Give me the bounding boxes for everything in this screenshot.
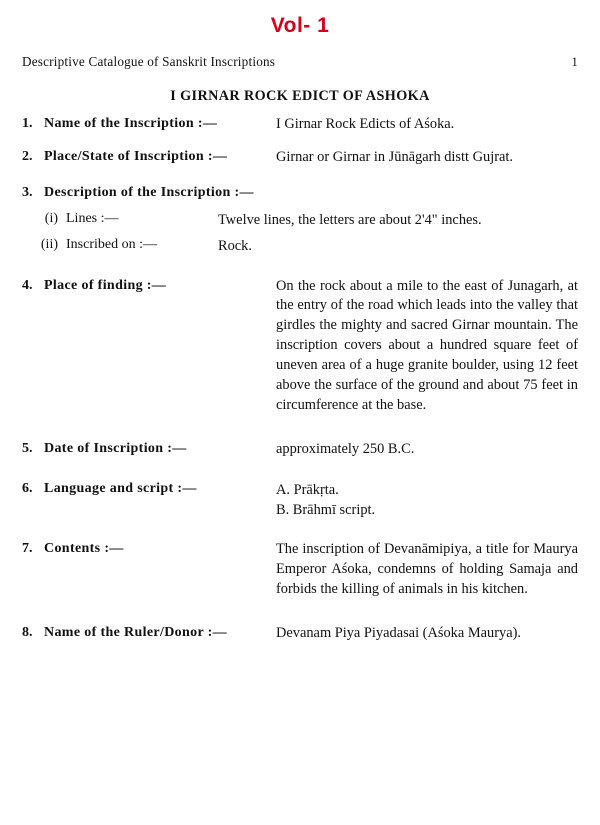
entry-item — [22, 115, 578, 135]
running-head — [22, 54, 578, 70]
entry-number: 5. — [22, 440, 33, 456]
sub-entry-value: Twelve lines, the letters are about 2'4" inches. — [218, 211, 482, 228]
entry-value: The inscription of Devanāmipiya, a title for Maurya Emperor Aśoka, condemns of holding Samaja and forbids the killing of animals in his kitchen. — [276, 541, 578, 598]
entry-number: 4. — [22, 277, 33, 293]
sub-entry-marker: (ii) — [40, 236, 58, 252]
entry-label: Name of the Ruler/Donor :— — [44, 625, 228, 641]
entry-value: Girnar or Girnar in Jūnāgarh distt Gujrat. — [276, 148, 513, 165]
entry-number: 3. — [22, 184, 33, 200]
entry-label: Date of Inscription :— — [44, 440, 187, 456]
sub-entry-label: Lines :— — [66, 210, 119, 226]
entry-item — [22, 480, 578, 521]
entry-item — [22, 540, 578, 600]
entry-label: Language and script :— — [44, 480, 197, 496]
entry-label: Contents :— — [44, 541, 124, 557]
entry-value-line: B. Brāhmī script. — [276, 501, 376, 518]
entry-item — [22, 440, 578, 460]
entry-label: Place of finding :— — [44, 277, 167, 293]
sub-entry-value: Rock. — [218, 237, 252, 254]
volume-title: Vol- 1 — [270, 14, 330, 37]
entry-label: Name of the Inscription :— — [44, 116, 218, 131]
entry-number: 1. — [22, 116, 33, 131]
entry-value: Devanam Piya Piyadasai (Aśoka Maurya). — [276, 625, 521, 642]
page-number: 1 — [571, 55, 578, 69]
entry-value — [276, 480, 578, 521]
entry-list — [22, 115, 578, 644]
entry-item — [22, 148, 578, 168]
entry-label: Place/State of Inscription :— — [44, 148, 228, 164]
entry-value: approximately 250 B.C. — [276, 440, 415, 457]
entry-label: Description of the Inscription :— — [44, 184, 254, 200]
sub-entry-item — [22, 237, 578, 257]
entry-value-line: A. Prākṛta. — [276, 481, 339, 498]
running-head-text: Descriptive Catalogue of Sanskrit Inscriptions — [22, 54, 276, 69]
sub-entry-label: Inscribed on :— — [66, 236, 157, 252]
entry-value: On the rock about a mile to the east of Junagarh, at the entry of the road which leads into the valley that girdles the mighty and sacred Girnar mountain. The inscription covers about a hundred square feet of uneven area of a huge granite boulder, using 12 feet above the surface of the ground and about 75 feet in circumference at the base. — [276, 277, 578, 413]
sub-entry-list — [22, 211, 578, 257]
sub-entry-item — [22, 211, 578, 231]
sub-entry-marker: (i) — [44, 210, 58, 226]
entry-number: 7. — [22, 541, 33, 557]
page-title: I GIRNAR ROCK EDICT OF ASHOKA — [170, 88, 430, 104]
entry-item — [22, 184, 578, 201]
entry-item — [22, 624, 578, 644]
entry-number: 2. — [22, 148, 33, 164]
entry-value: I Girnar Rock Edicts of Aśoka. — [276, 116, 455, 132]
entry-number: 6. — [22, 480, 33, 496]
entry-item — [22, 277, 578, 416]
entry-number: 8. — [22, 625, 33, 641]
